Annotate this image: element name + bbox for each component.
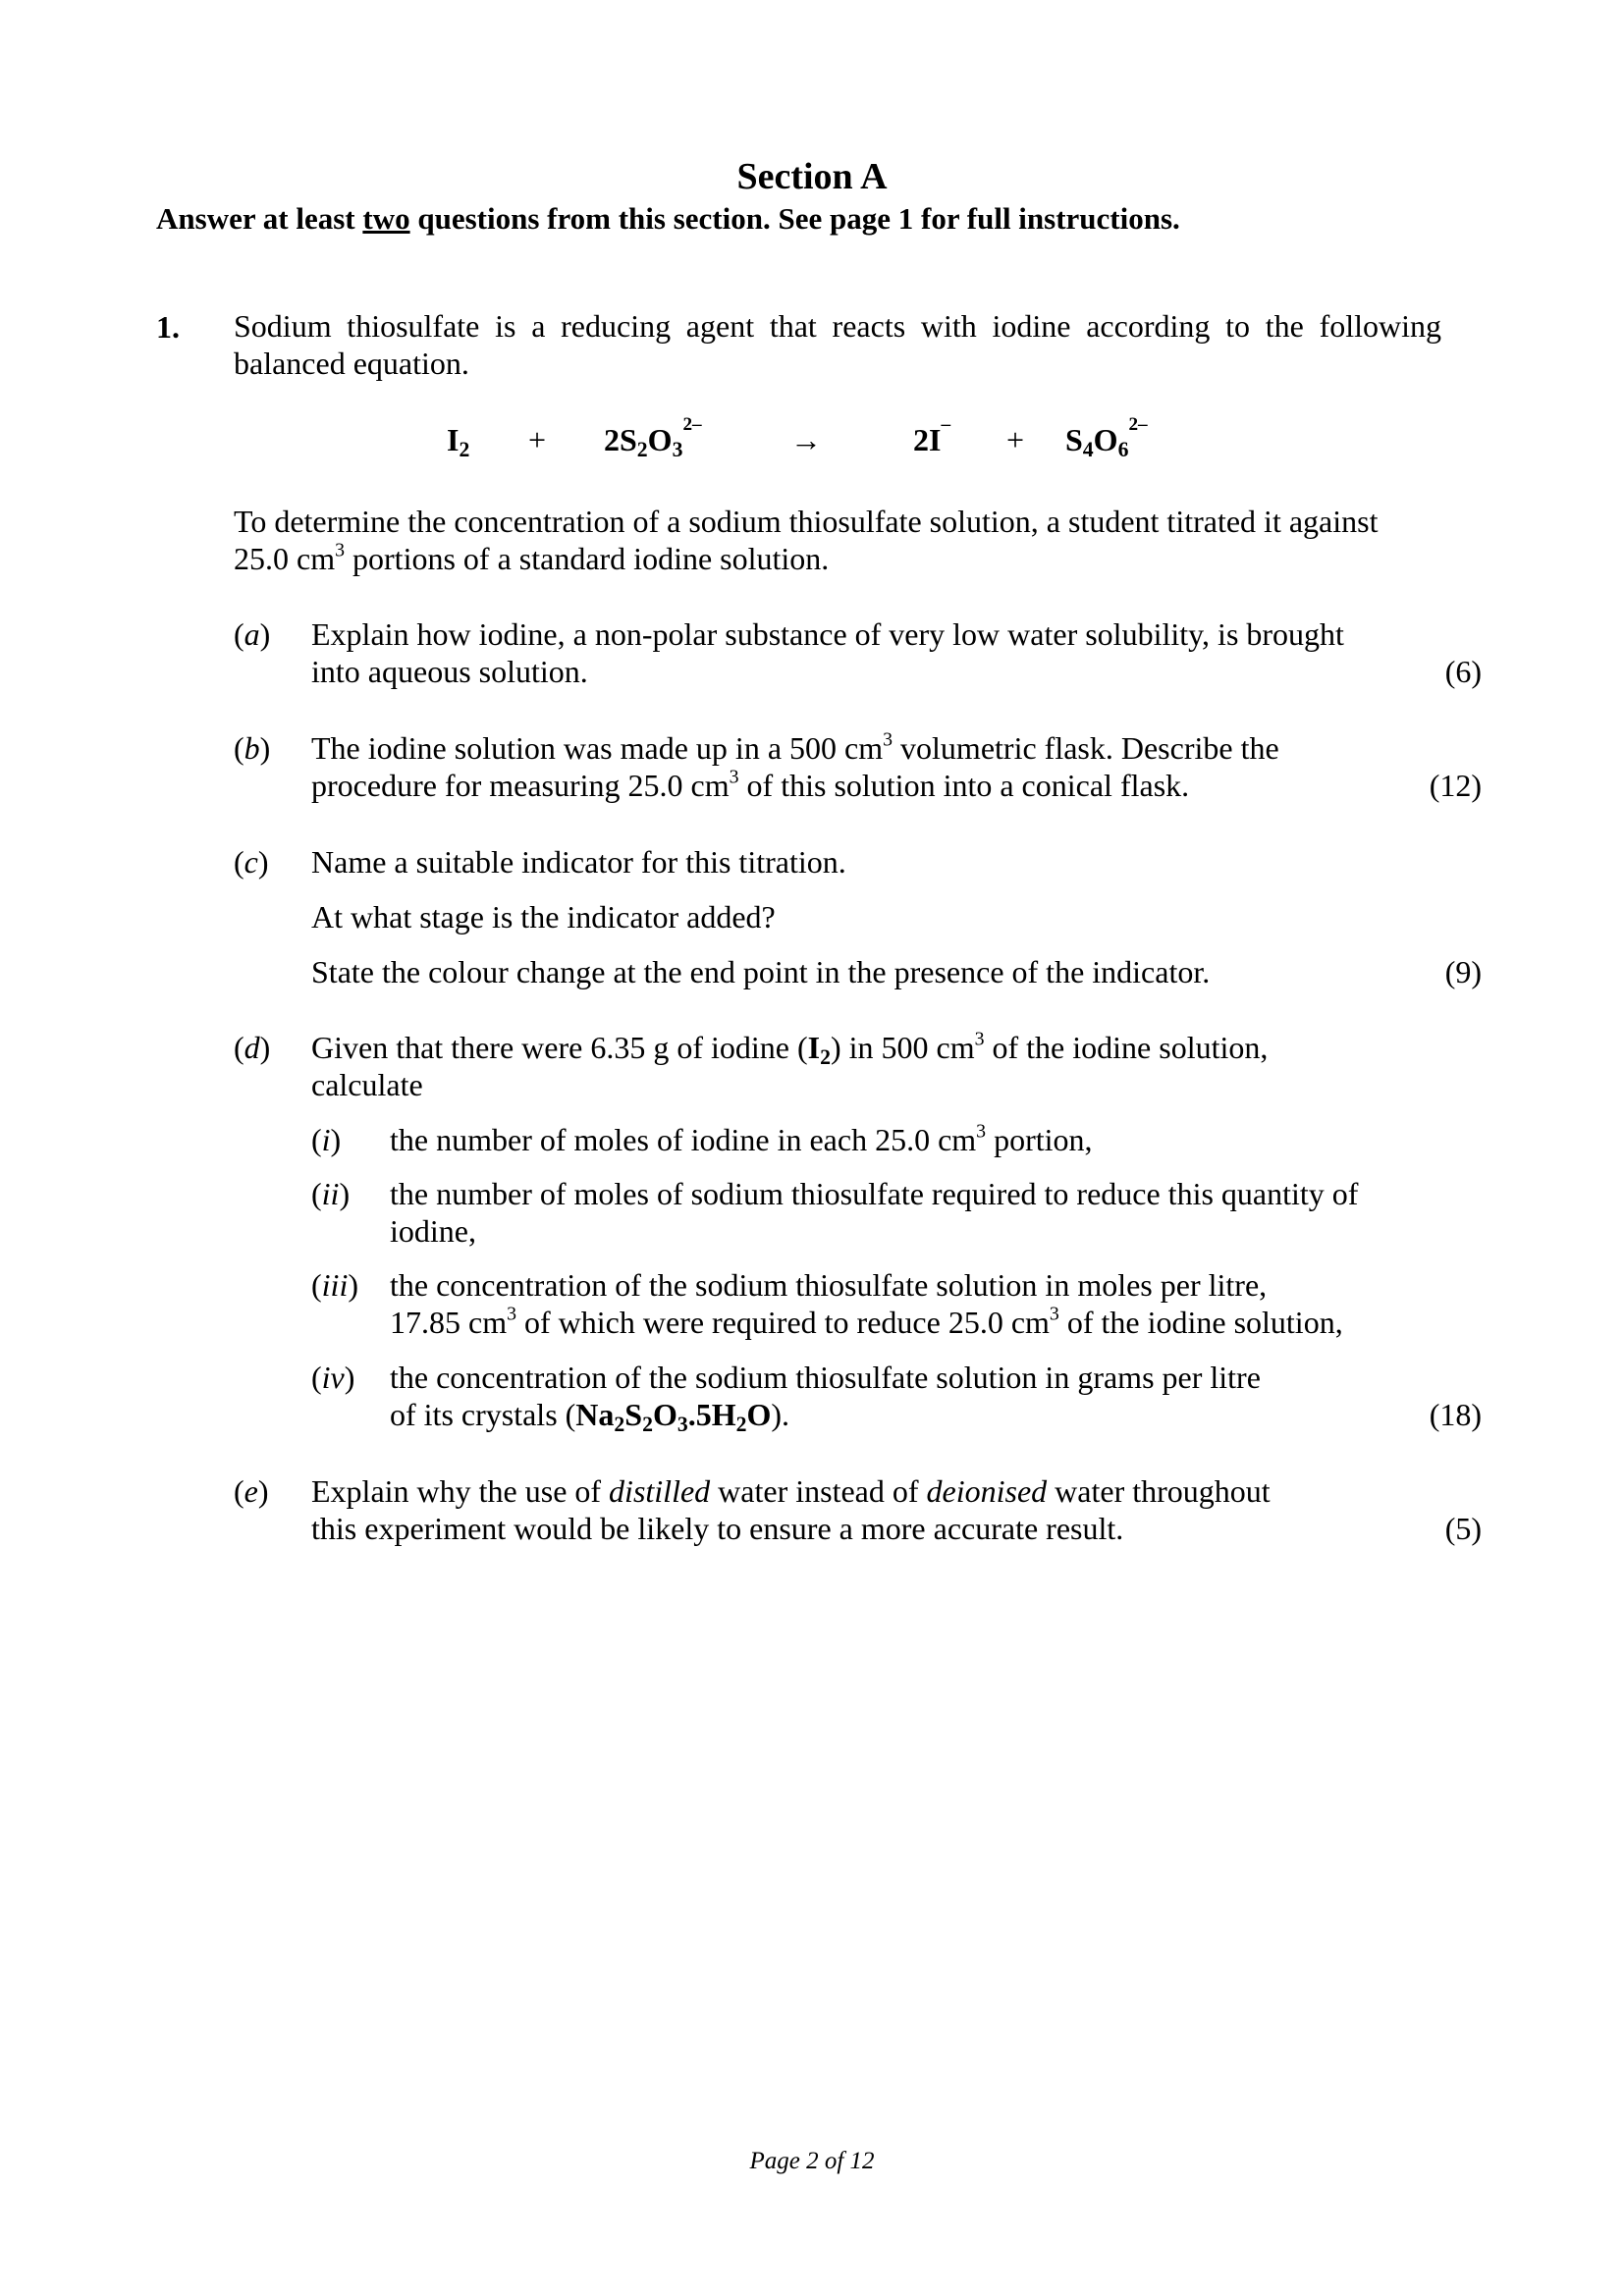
- part-a-label: (a): [234, 616, 271, 652]
- part-e-line-2: this experiment would be likely to ensure a more accurate result.: [311, 1511, 1124, 1546]
- equation-plus-1: +: [528, 422, 547, 457]
- part-d-line-1: Given that there were 6.35 g of iodine $(I_2)$ in 500 $cm^3$ of the iodine solution,: [311, 1028, 1269, 1070]
- page-number: Page 2 of 12: [749, 2148, 875, 2174]
- part-d-iii-line-1: the concentration of the sodium thiosulfate solution in moles per litre,: [390, 1267, 1268, 1303]
- part-c-label: (c): [234, 844, 269, 880]
- question-number: 1.: [156, 309, 180, 345]
- context-line-1: To determine the concentration of a sodium thiosulfate solution, a student titrated it against: [234, 504, 1379, 539]
- part-e-marks: (5): [1444, 1511, 1482, 1546]
- part-c-line-1: Name a suitable indicator for this titration.: [311, 844, 846, 880]
- instr-underlined: two: [362, 201, 410, 236]
- equation-product-iodide: 2I–: [913, 413, 951, 457]
- part-b-line-1: The iodine solution was made up in a 500 $cm^3$ volumetric flask. Describe the: [311, 728, 1279, 766]
- part-d-iv-line-1: the concentration of the sodium thiosulfate solution in grams per litre: [390, 1360, 1261, 1395]
- equation-reactant-thiosulfate: $2S_2O_3^{2-}$: [604, 413, 702, 462]
- part-d-iii-label: (iii): [311, 1267, 358, 1303]
- part-a-line-2: into aqueous solution.: [311, 654, 588, 689]
- part-b-label: (b): [234, 730, 271, 766]
- part-a-line-1: Explain how iodine, a non-polar substance of very low water solubility, is brought: [311, 616, 1344, 652]
- part-d-iv-label: (iv): [311, 1360, 355, 1395]
- instr-post: questions from this section. See page 1 for full instructions.: [409, 201, 1180, 236]
- part-d-marks: (18): [1429, 1397, 1482, 1432]
- equation-reactant-iodine: $I_2$: [447, 422, 470, 462]
- part-c-line-2: At what stage is the indicator added?: [311, 899, 776, 934]
- part-d-iv-line-2: of its crystals $(Na_2S_2O_3.5H_2O)$.: [390, 1397, 790, 1437]
- part-c-line-3: State the colour change at the end point in the presence of the indicator.: [311, 954, 1211, 989]
- part-e-line-1: Explain why the use of distilled water instead of deionised water throughout: [311, 1473, 1271, 1509]
- part-d-ii-line-1: the number of moles of sodium thiosulfate required to reduce this quantity of: [390, 1176, 1359, 1211]
- part-d-label: (d): [234, 1030, 271, 1065]
- equation-arrow: →: [790, 422, 822, 457]
- section-instructions: [156, 201, 1180, 237]
- part-d-ii-line-2: iodine,: [390, 1213, 476, 1249]
- crystal-formula: $Na_2S_2O_3.5H_2O$: [575, 1397, 772, 1437]
- part-b-marks: (12): [1429, 768, 1482, 803]
- part-c-marks: (9): [1444, 954, 1482, 989]
- part-d-line-2: calculate: [311, 1067, 423, 1102]
- part-d-i-label: (i): [311, 1122, 342, 1157]
- part-d-iii-line-2: 17.85 $cm^3$ of which were required to reduce 25.0 $cm^3$ of the iodine solution,: [390, 1303, 1343, 1340]
- question-intro: Sodium thiosulfate is a reducing agent that reacts with iodine according to the following balanced equation.: [234, 308, 1441, 381]
- instr-pre: Answer at least: [156, 201, 363, 236]
- section-title: Section A: [736, 156, 888, 197]
- equation-plus-2: +: [1006, 422, 1025, 457]
- part-d-i-text: the number of moles of iodine in each 25.0 $cm^3$ portion,: [390, 1120, 1093, 1157]
- context-line-2: 25.0 $cm^3$ portions of a standard iodine solution.: [234, 539, 830, 576]
- part-a-marks: (6): [1444, 654, 1482, 689]
- part-e-label: (e): [234, 1473, 269, 1509]
- equation-product-tetrathionate: $S_4O_6^{2-}$: [1065, 413, 1148, 462]
- part-b-line-2: procedure for measuring 25.0 $cm^3$ of this solution into a conical flask.: [311, 766, 1190, 803]
- part-d-ii-label: (ii): [311, 1176, 351, 1211]
